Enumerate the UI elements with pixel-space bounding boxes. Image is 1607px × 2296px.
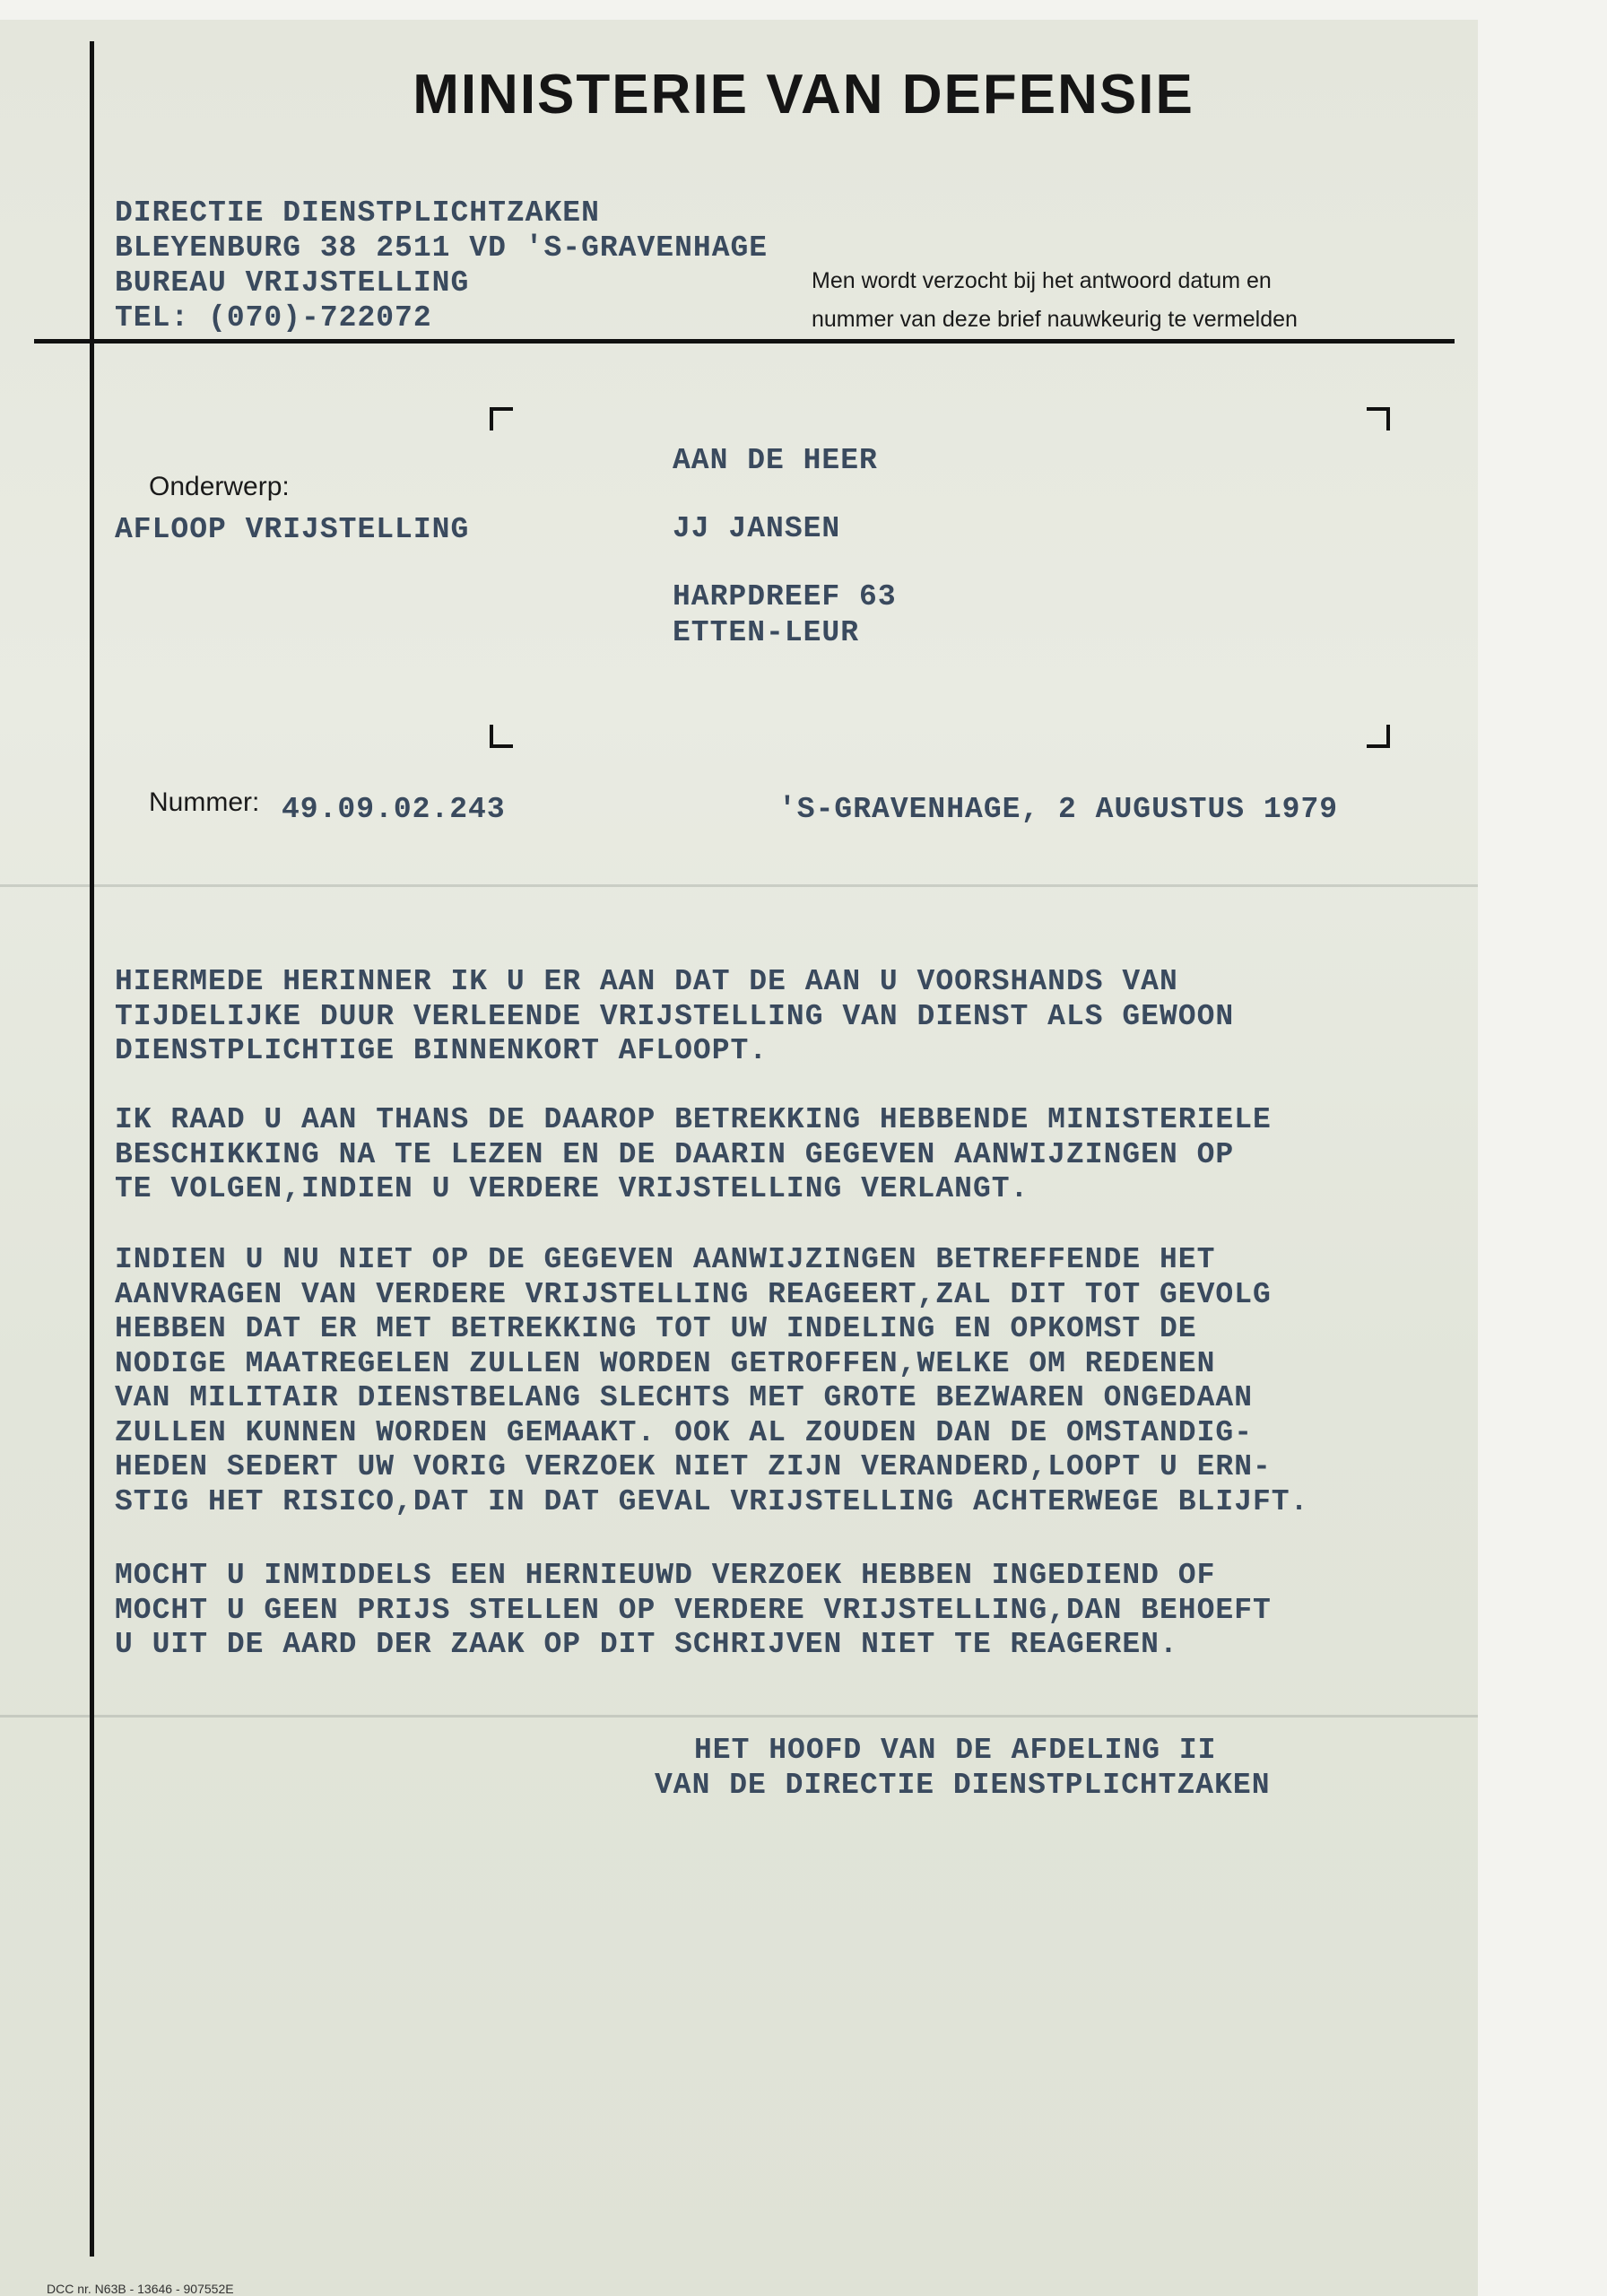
fold-crease [0, 1715, 1478, 1718]
body-line: TIJDELIJKE DUUR VERLEENDE VRIJSTELLING VAN DIENST ALS GEWOON [115, 999, 1235, 1033]
reference-number: 49.09.02.243 [282, 793, 506, 826]
sender-address [115, 196, 768, 335]
ministry-title: MINISTERIE VAN DEFENSIE [413, 64, 1194, 126]
notice-line: nummer van deze brief nauwkeurig te vermelden [812, 307, 1298, 332]
print-code: DCC nr. N63B - 13646 - 907552E [47, 2282, 234, 2296]
signature-block [655, 1733, 1271, 1803]
reply-notice [812, 262, 1298, 339]
recipient-line: JJ JANSEN [673, 512, 841, 545]
body-paragraph [115, 1559, 1272, 1663]
subject-label: Onderwerp: [149, 472, 290, 501]
body-line: MOCHT U INMIDDELS EEN HERNIEUWD VERZOEK HEBBEN INGEDIEND OF [115, 1559, 1216, 1592]
window-corner-mark [490, 407, 513, 430]
body-paragraph [115, 1243, 1308, 1519]
signature-line: VAN DE DIRECTIE DIENSTPLICHTZAKEN [655, 1769, 1271, 1802]
reference-label: Nummer: [149, 787, 260, 817]
window-corner-mark [490, 725, 513, 748]
body-line: VAN MILITAIR DIENSTBELANG SLECHTS MET GROTE BEZWAREN ONGEDAAN [115, 1381, 1253, 1414]
recipient-line: ETTEN-LEUR [673, 616, 860, 649]
subject-value: AFLOOP VRIJSTELLING [115, 513, 470, 546]
body-line: U UIT DE AARD DER ZAAK OP DIT SCHRIJVEN NIET TE REAGEREN. [115, 1628, 1178, 1661]
body-line: HEBBEN DAT ER MET BETREKKING TOT UW INDELING EN OPKOMST DE [115, 1312, 1197, 1345]
body-line: HEDEN SEDERT UW VORIG VERZOEK NIET ZIJN VERANDERD,LOOPT U ERN- [115, 1450, 1272, 1483]
body-paragraph [115, 965, 1234, 1069]
body-line: NODIGE MAATREGELEN ZULLEN WORDEN GETROFFEN,WELKE OM REDENEN [115, 1346, 1216, 1380]
address-line: BUREAU VRIJSTELLING [115, 266, 470, 300]
address-line: TEL: (070)-722072 [115, 301, 432, 335]
body-line: TE VOLGEN,INDIEN U VERDERE VRIJSTELLING VERLANGT. [115, 1172, 1029, 1205]
body-line: INDIEN U NU NIET OP DE GEGEVEN AANWIJZINGEN BETREFFENDE HET [115, 1243, 1216, 1276]
window-corner-mark [1367, 407, 1390, 430]
window-corner-mark [1367, 725, 1390, 748]
body-line: ZULLEN KUNNEN WORDEN GEMAAKT. OOK AL ZOUDEN DAN DE OMSTANDIG- [115, 1415, 1253, 1449]
body-paragraph [115, 1103, 1272, 1207]
body-line: STIG HET RISICO,DAT IN DAT GEVAL VRIJSTELLING ACHTERWEGE BLIJFT. [115, 1484, 1309, 1518]
recipient-line: HARPDREEF 63 [673, 580, 897, 613]
notice-line: Men wordt verzocht bij het antwoord datum en [812, 268, 1272, 293]
header-rule [34, 339, 1455, 344]
body-line: BESCHIKKING NA TE LEZEN EN DE DAARIN GEGEVEN AANWIJZINGEN OP [115, 1137, 1235, 1171]
recipient-address [673, 443, 897, 651]
fold-crease [0, 884, 1478, 887]
body-line: IK RAAD U AAN THANS DE DAAROP BETREKKING HEBBENDE MINISTERIELE [115, 1103, 1272, 1136]
address-line: BLEYENBURG 38 2511 VD 'S-GRAVENHAGE [115, 231, 769, 265]
place-and-date: 'S-GRAVENHAGE, 2 AUGUSTUS 1979 [778, 793, 1339, 826]
body-line: HIERMEDE HERINNER IK U ER AAN DAT DE AAN U VOORSHANDS VAN [115, 965, 1178, 998]
address-line: DIRECTIE DIENSTPLICHTZAKEN [115, 196, 600, 230]
body-line: AANVRAGEN VAN VERDERE VRIJSTELLING REAGEERT,ZAL DIT TOT GEVOLG [115, 1277, 1272, 1311]
body-line: DIENSTPLICHTIGE BINNENKORT AFLOOPT. [115, 1034, 769, 1067]
signature-line: HET HOOFD VAN DE AFDELING II [694, 1734, 1217, 1767]
body-line: MOCHT U GEEN PRIJS STELLEN OP VERDERE VRIJSTELLING,DAN BEHOEFT [115, 1593, 1272, 1627]
margin-rule [90, 41, 94, 2257]
recipient-line: AAN DE HEER [673, 444, 878, 477]
